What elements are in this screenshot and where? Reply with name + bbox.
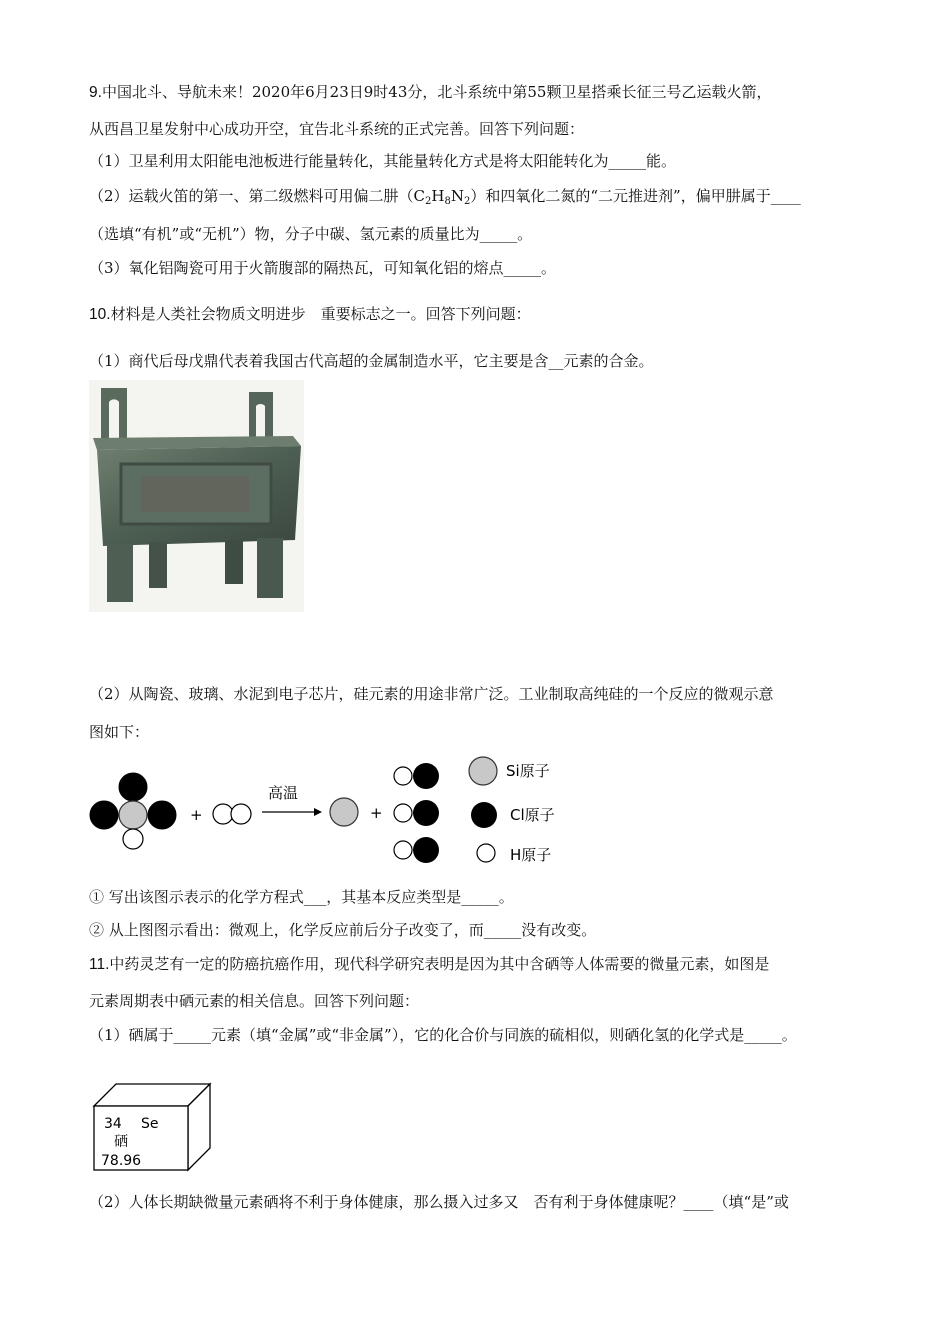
- atomic-number: 34: [104, 1116, 122, 1132]
- plus-sign-1: +: [190, 806, 203, 824]
- q9-part1: （1）卫星利用太阳能电池板进行能量转化，其能量转化方式是将太阳能转化为_____能。: [89, 152, 677, 170]
- reaction-diagram: [86, 752, 586, 872]
- bronze-ding-photo: [89, 380, 304, 612]
- hcl-molecules: [394, 763, 439, 863]
- legend: [469, 757, 555, 864]
- q11-line2: 元素周期表中硒元素的相关信息。回答下列问题：: [89, 992, 420, 1010]
- element-name: 硒: [114, 1134, 128, 1150]
- q10-sub1: ① 写出该图示表示的化学方程式___，其基本反应类型是_____。: [89, 888, 514, 906]
- legend-h-label: H原子: [510, 846, 552, 864]
- q10-intro: 10.材料是人类社会物质文明进步 重要标志之一。回答下列问题：: [89, 305, 531, 323]
- element-symbol: Se: [141, 1116, 159, 1132]
- reaction-condition: 高温: [268, 784, 299, 802]
- q9-number: 9.: [89, 84, 102, 101]
- q10-sub2: ② 从上图图示看出：微观上，化学反应前后分子改变了，而_____没有改变。: [89, 921, 597, 939]
- legend-cl-label: Cl原子: [510, 806, 555, 824]
- plus-sign-2: +: [370, 804, 383, 822]
- selenium-element-cell: [92, 1082, 212, 1172]
- q10-number: 10.: [89, 306, 111, 323]
- q10-part1: （1）商代后母戊鼎代表着我国古代高超的金属制造水平，它主要是含__元素的合金。: [89, 352, 654, 370]
- q9-part2b: （选填“有机”或“无机”）物，分子中碳、氢元素的质量比为_____。: [89, 225, 533, 243]
- q11-number: 11.: [89, 956, 110, 973]
- q9-part2a: （2）运载火笛的第一、第二级燃料可用偏二肼$(C_2H_8N_2)$和四氧化二氮的“二元推进剂”，偏甲肼属于____: [89, 187, 801, 207]
- q11-part2: （2）人体长期缺微量元素硒将不利于身体健康，那么摄入过多又 否有利于身体健康呢？____（填“是”或: [89, 1193, 789, 1211]
- q11-part1: （1）硒属于_____元素（填“金属”或“非金属”），它的化合价与同族的硫相似，则硒化氢的化学式是_____。: [89, 1026, 797, 1044]
- q9-line1: 9.中国北斗、导航未来！2020年6月23日9时43分，北斗系统中第55颗卫星搭乘长征三号乙运载火箭，: [89, 83, 772, 101]
- q9-part3: （3）氧化铝陶瓷可用于火箭腹部的隔热瓦，可知氧化铝的熔点_____。: [89, 259, 557, 277]
- si-atom-product: [330, 798, 358, 826]
- reaction-arrow: [262, 808, 322, 816]
- q9-line2: 从西昌卫星发射中心成功开空，宜告北斗系统的正式完善。回答下列问题：: [89, 120, 585, 138]
- q11-line1: 11.中药灵芝有一定的防癌抗癌作用，现代科学研究表明是因为其中含硒等人体需要的微量元素，如图是: [89, 955, 770, 973]
- legend-si-label: Si原子: [506, 762, 550, 780]
- h2-molecule: [213, 804, 251, 824]
- legend-si-symbol: [469, 757, 497, 785]
- atomic-mass: 78.96: [101, 1153, 142, 1169]
- q10-part2b: 图如下：: [89, 723, 150, 741]
- q10-part2a: （2）从陶瓷、玻璃、水泥到电子芯片，硅元素的用途非常广泛。工业制取高纯硅的一个反应的微观示意: [89, 685, 774, 703]
- legend-cl-symbol: [471, 802, 497, 828]
- legend-h-symbol: [477, 844, 495, 862]
- sihcl3-molecule: [90, 773, 176, 849]
